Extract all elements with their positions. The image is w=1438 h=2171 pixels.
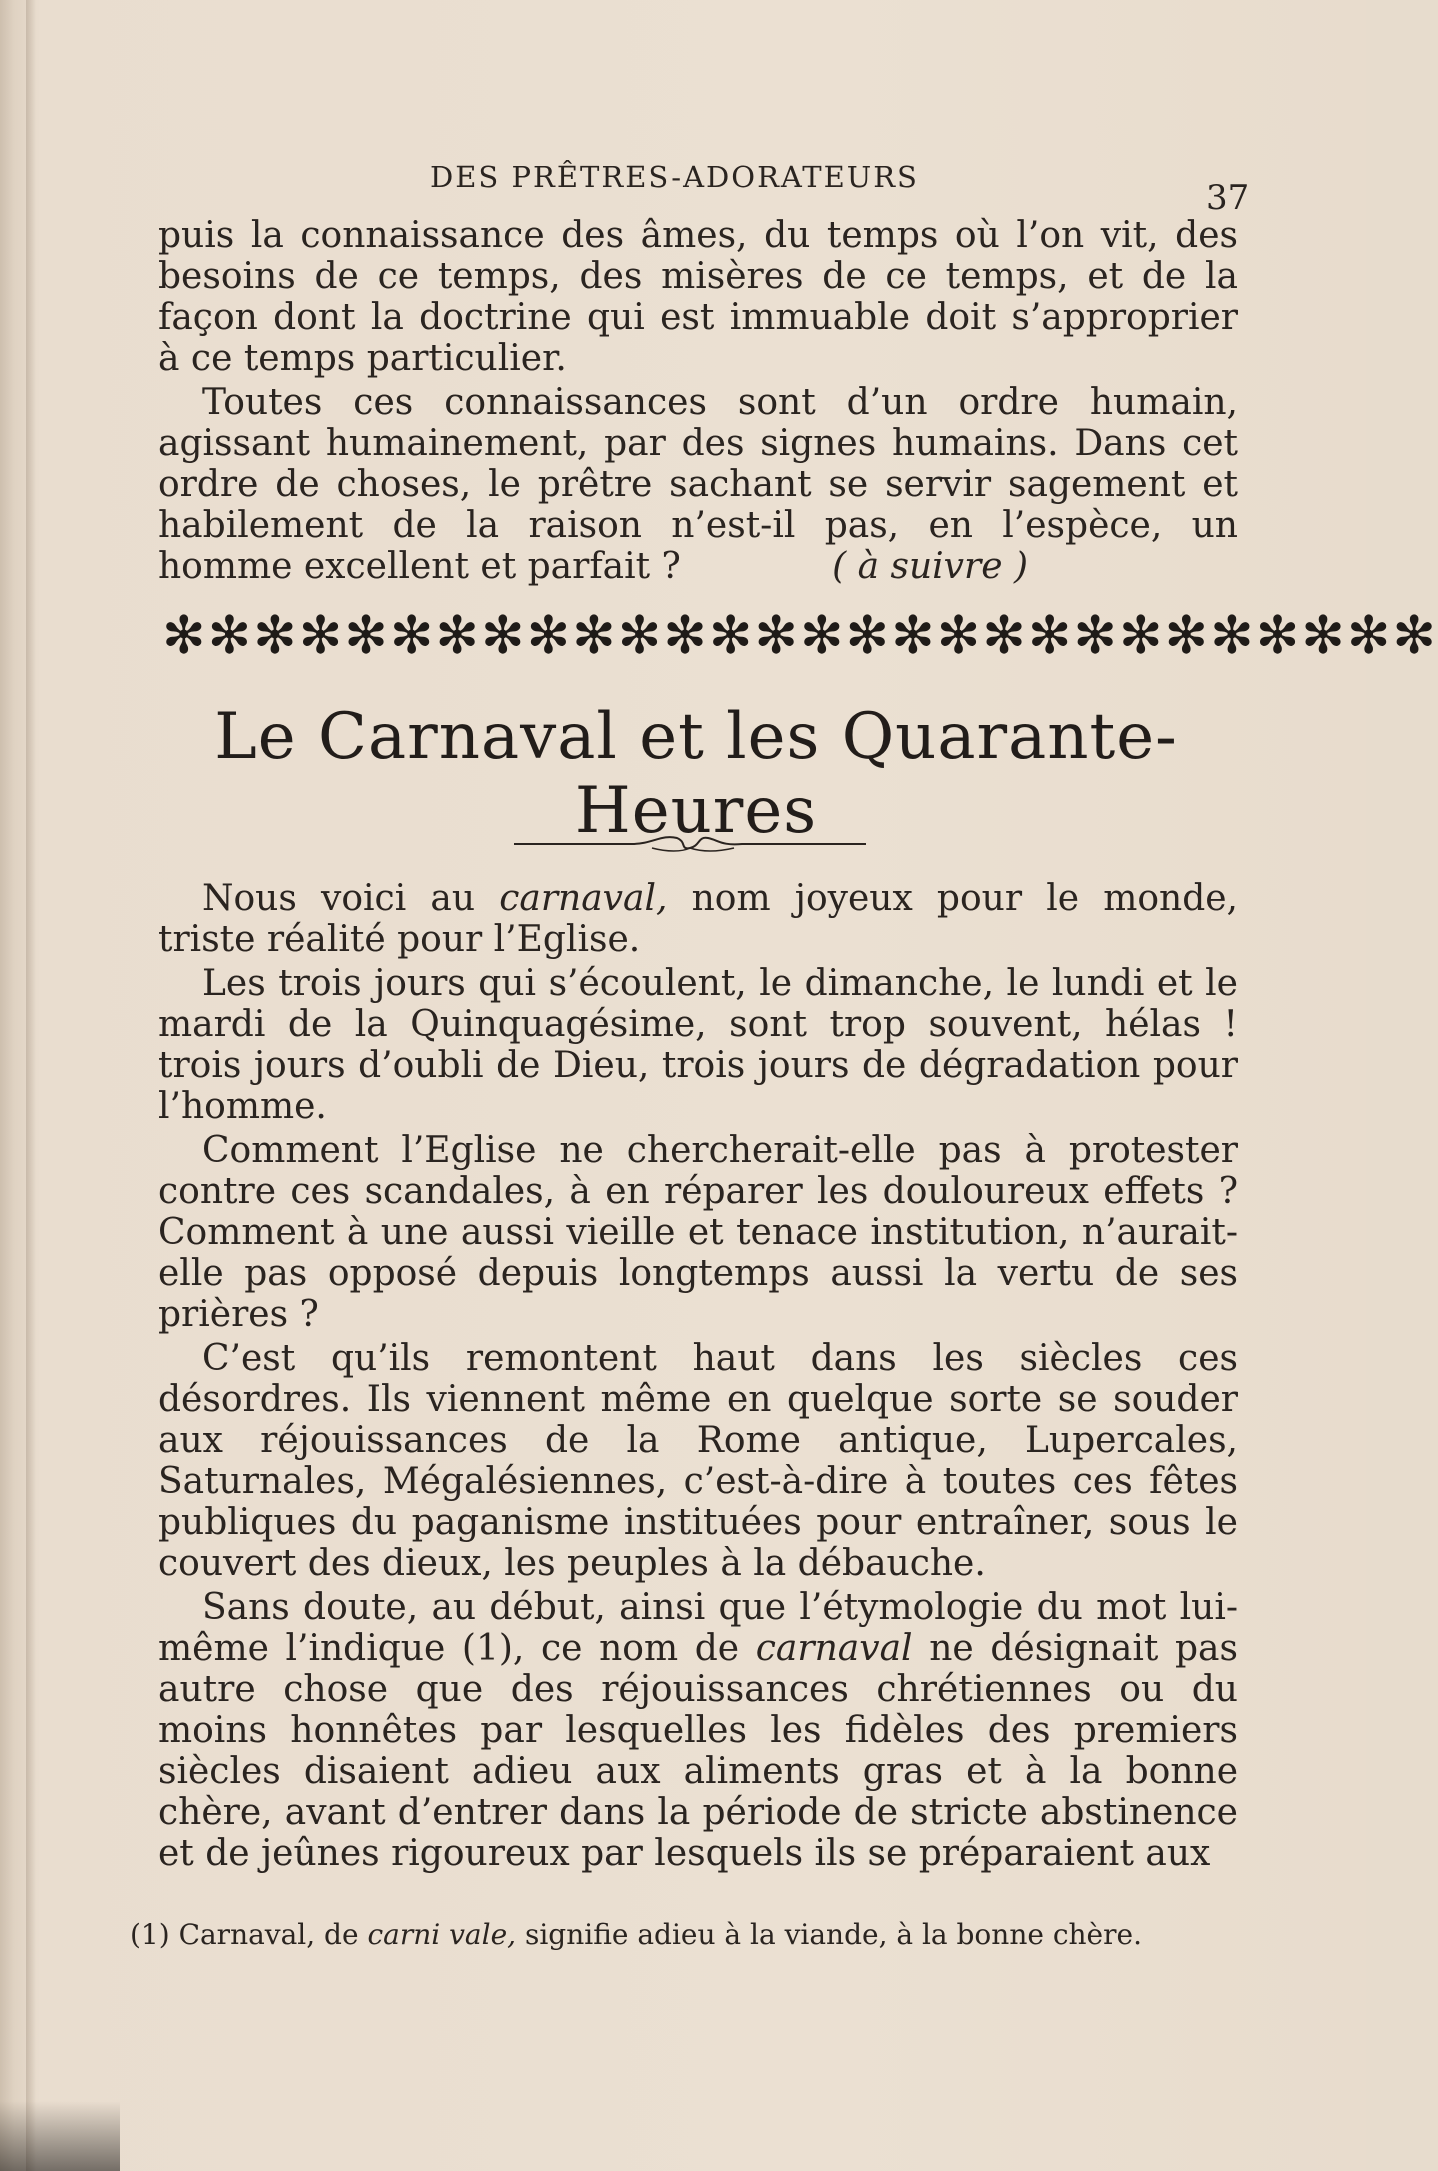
- paragraph-two: [158, 382, 1238, 587]
- footnote-text-a: (1) Carnaval, de: [130, 1918, 359, 1951]
- article-paragraph-3: Comment l’Eglise ne chercherait-elle pas à protester contre ces scandales, à en réparer les douloureux effets ? Comment à une aussi vieille et tenace institution, n’aurait-elle pas opposé depuis longtemps aussi la vertu de ses prières ?: [158, 1130, 1238, 1335]
- running-head: DES PRÊTRES-ADORATEURS: [430, 160, 919, 194]
- continued-text-block: [158, 215, 1238, 587]
- continued-paragraph: puis la connaissance des âmes, du temps où l’on vit, des besoins de ce temps, des misères de ce temps, et de la façon dont la doctrine qui est immuable doit s’approprier à ce temps particulier.: [158, 215, 1238, 379]
- article-paragraph-1: [158, 878, 1238, 960]
- article-body: [158, 875, 1238, 1874]
- p1-text-b: nom joyeux pour le monde, triste réalité pour l’Eglise.: [158, 878, 1238, 960]
- page-spine-shadow: [26, 0, 36, 2171]
- ornament-divider: ✻✻✻✻✻✻✻✻✻✻✻✻✻✻✻✻✻✻✻✻✻✻✻✻✻✻✻✻: [162, 606, 1438, 666]
- article-title: Le Carnaval et les Quarante-Heures: [214, 700, 1178, 848]
- article-paragraph-5: [158, 1587, 1238, 1874]
- footnote-text-b: signifie adieu à la viande, à la bonne chère.: [524, 1918, 1142, 1951]
- to-be-continued: ( à suivre ): [832, 546, 1028, 587]
- article-paragraph-2: Les trois jours qui s’écoulent, le dimanche, le lundi et le mardi de la Quinquagésime, sont trop souvent, hélas ! trois jours d’oubli de Dieu, trois jours de dégradation pour l’homme.: [158, 963, 1238, 1127]
- paragraph-two-text: Toutes ces connaissances sont d’un ordre humain, agissant humainement, par des signes humains. Dans cet ordre de choses, le prêtre sachant se servir sagement et habilement de la raison n’est-il pas, en l’espèce, un homme excellent et parfait ?: [158, 382, 1238, 587]
- p1-text-a: Nous voici au: [202, 878, 476, 919]
- corner-shadow: [0, 2101, 120, 2171]
- p5-text-a: Sans doute, au début, ainsi que l’étymologie du mot lui-même l’indique (1), ce nom de: [158, 1587, 1238, 1669]
- p1-emphasis: carnaval,: [499, 878, 668, 919]
- p5-text-b: ne désignait pas autre chose que des réjouissances chrétiennes ou du moins honnêtes par lesquelles les fidèles des premiers siècles disaient adieu aux aliments gras et à la bonne chère, avant d’entrer dans la période de stricte abstinence et de jeûnes rigoureux par lesquels ils se préparaient aux: [158, 1628, 1238, 1874]
- page-number: 37: [1206, 178, 1250, 218]
- article-paragraph-4: C’est qu’ils remontent haut dans les siècles ces désordres. Ils viennent même en quelque sorte se souder aux réjouissances de la Rome antique, Lupercales, Saturnales, Mégalésiennes, c’est-à-dire à toutes ces fêtes publiques du paganisme instituées pour entraîner, sous le couvert des dieux, les peuples à la débauche.: [158, 1338, 1238, 1584]
- title-flourish: [512, 826, 868, 856]
- p5-emphasis: carnaval: [755, 1628, 913, 1669]
- footnote-emphasis: carni vale,: [367, 1918, 517, 1951]
- footnote: [130, 1918, 1190, 1952]
